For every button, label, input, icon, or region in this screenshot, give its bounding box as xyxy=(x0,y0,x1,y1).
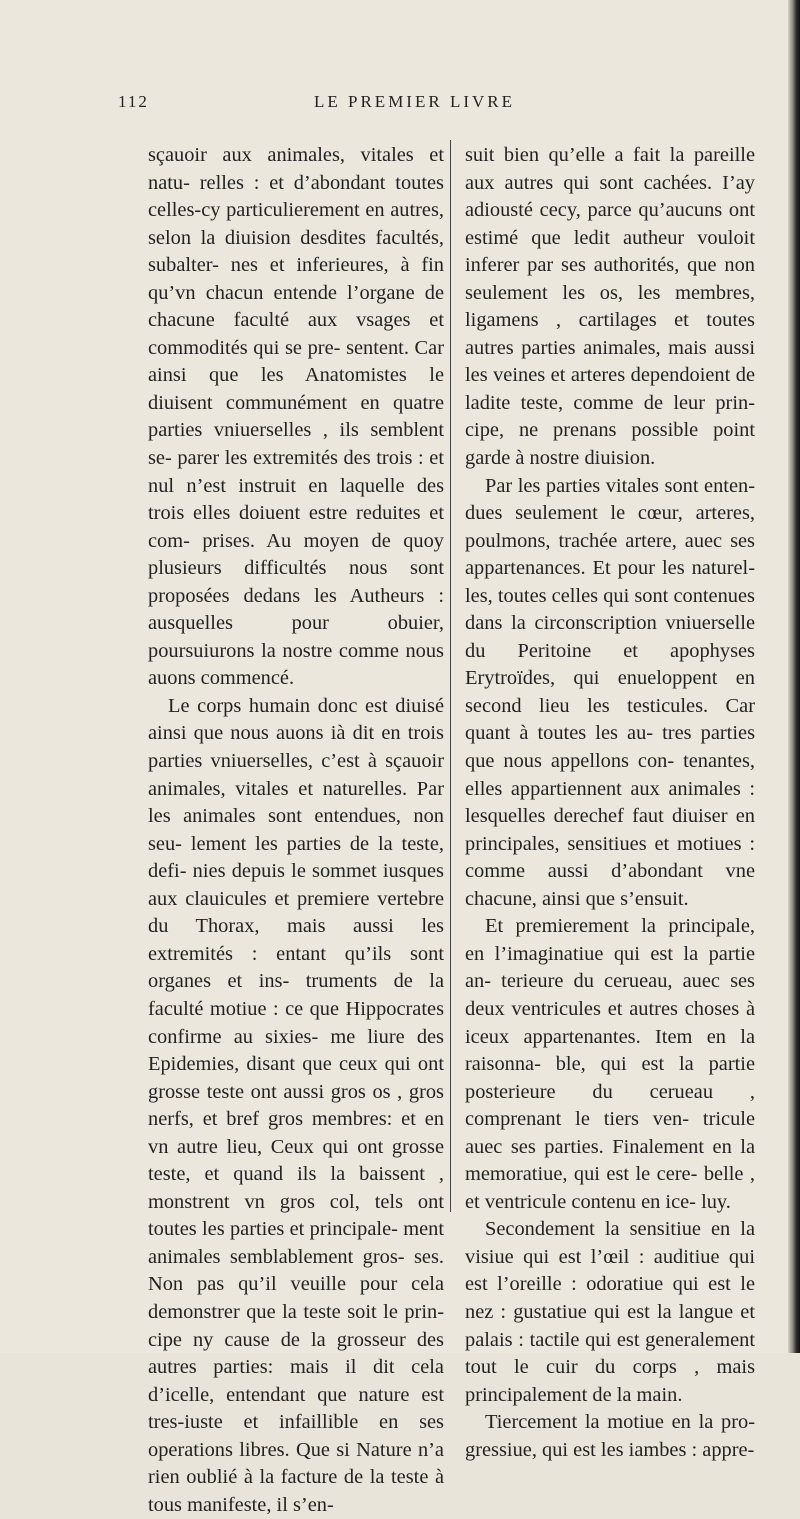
left-column xyxy=(148,142,444,1519)
paragraph: suit bien qu’elle a fait la pareille aux autres qui sont cachées. I’ay adiousté cecy, parce qu’aucuns ont estimé que ledit autheur vouloit inferer par ses authorités, que non seulement les os, les membres, ligamens , cartilages et toutes autres parties animales, mais aussi les veines et arteres dependoient de ladite teste, comme de leur prin- cipe, ne prenans possible point garde à nostre diuision. xyxy=(465,144,755,470)
column-divider xyxy=(450,140,451,1212)
paragraph: Et premierement la principale, en l’imaginatiue qui est la partie an- terieure du cerueau, auec ses deux ventricules et autres choses à iceux appartenantes. Item en la raisonna- ble, qui est la partie posterieure du cerueau , comprenant le tiers ven- tricule auec ses parties. Finalement en la memoratiue, qui est le cere- belle , et ventricule contenu en ice- luy. xyxy=(465,915,755,1213)
paragraph: Secondement la sensitiue en la visiue qui est l’œil : auditiue qui est l’oreille : odoratiue qui est le nez : gustatiue qui est la langue et palais : tactile qui est generalement tout le cuir du corps , mais principalement de la main. xyxy=(465,1218,755,1406)
paragraph: Par les parties vitales sont enten- dues seulement le cœur, arteres, poulmons, trachée artere, auec ses appartenances. Et pour les naturel- les, toutes celles qui sont contenues dans la circonscription vniuerselle du Peritoine et apophyses Erytroïdes, qui enueloppent en second lieu les testicules. Car quant à toutes les au- tres parties que nous appellons con- tenantes, elles appartiennent aux animales : lesquelles derechef faut diuiser en principales, sensitiues et motiues : comme aussi d’abondant vne chacune, ainsi que s’ensuit. xyxy=(465,474,755,910)
right-column xyxy=(465,142,755,1464)
paragraph: Le corps humain donc est diuisé ainsi que nous auons ià dit en trois parties vniuerselles, c’est à sçauoir animales, vitales et naturelles. Par les animales sont entendues, non seu- lement les parties de la teste, defi- nies depuis le sommet iusques aux clauicules et premiere vertebre du Thorax, mais aussi les extremités : entant qu’ils sont organes et ins- truments de la faculté motiue : ce que Hippocrates confirme au sixies- me liure des Epidemies, disant que ceux qui ont grosse teste ont aussi gros os , gros nerfs, et bref gros membres: et en vn autre lieu, Ceux qui ont grosse teste, et quand ils la baissent , monstrent vn gros col, tels ont toutes les parties et principale- ment animales semblablement gros- ses. Non pas qu’il veuille pour cela demonstrer que la teste soit le prin- cipe ny cause de la grosseur des autres parties: mais il dit cela d’icelle, entendant que nature est tres-iuste et infaillible en ses operations libres. Que si Nature n’a rien oublié à la facture de la teste à tous manifeste, il s’en- xyxy=(148,694,444,1516)
paragraph: Tiercement la motiue en la pro- gressiue, qui est les iambes : appre- xyxy=(465,1411,755,1461)
running-header xyxy=(118,92,678,122)
page-number: 112 xyxy=(118,92,149,111)
running-title: LE PREMIER LIVRE xyxy=(314,92,515,111)
page-edge-shadow xyxy=(788,0,800,1353)
paragraph: sçauoir aux animales, vitales et natu- relles : et d’abondant toutes celles-cy particulierement en autres, selon la diuision desdites facultés, subalter- nes et inferieures, à fin qu’vn chacun entende l’organe de chacune faculté aux vsages et commodités qui se pre- sentent. Car ainsi que les Anatomistes le diuisent communément en quatre parties vniuerselles , ils semblent se- parer les extremités des trois : et nul n’est instruit en laquelle des trois elles doiuent estre reduites et com- prises. Au moyen de quoy plusieurs difficultés nous sont proposées dedans les Autheurs : ausquelles pour obuier, poursuiurons la nostre comme nous auons commencé. xyxy=(148,144,444,690)
